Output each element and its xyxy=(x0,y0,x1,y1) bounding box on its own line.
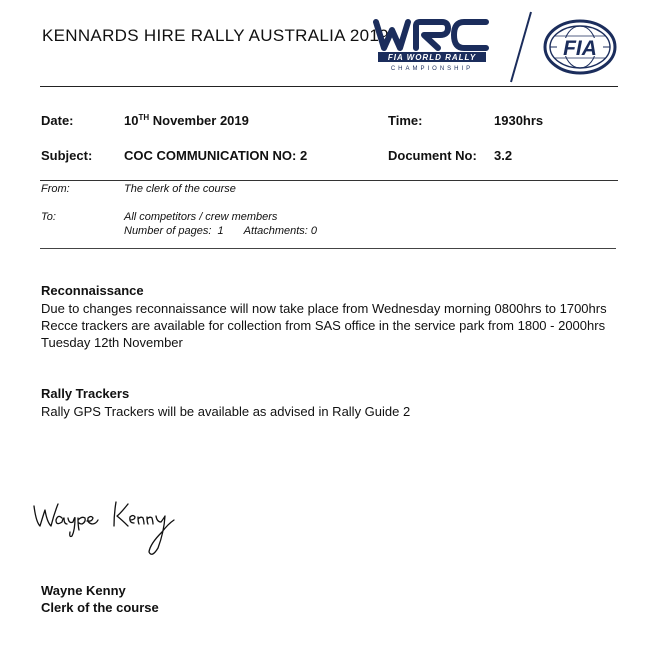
document-number-label: Document No: xyxy=(388,148,477,163)
wrc-logo-w xyxy=(376,22,408,48)
section-title-rally-trackers: Rally Trackers xyxy=(41,386,130,401)
pages-count xyxy=(124,225,317,237)
subject-label: Subject: xyxy=(41,148,93,163)
date-rest: November 2019 xyxy=(149,113,249,128)
section-title-reconnaissance: Reconnaissance xyxy=(41,283,144,298)
document-number-value: 3.2 xyxy=(494,148,513,163)
routing-divider xyxy=(40,248,616,249)
divider-slash xyxy=(508,10,534,84)
wrc-subline: CHAMPIONSHIP xyxy=(390,66,474,72)
wrc-logo-r xyxy=(416,22,448,48)
from-value: The clerk of the course xyxy=(124,183,236,195)
header-rule xyxy=(40,86,618,87)
time-value: 1930hrs xyxy=(494,113,544,128)
attachments-text: Attachments: 0 xyxy=(243,225,318,237)
handwritten-signature xyxy=(32,496,182,568)
signatory-name: Wayne Kenny xyxy=(41,583,126,598)
to-value: All competitors / crew members xyxy=(124,211,278,223)
from-label: From: xyxy=(41,183,70,195)
date-suffix: TH xyxy=(138,113,150,122)
date-label: Date: xyxy=(41,113,74,128)
body-line: Recce trackers are available for collection from SAS office in the service park from 1800 - 2000hrs xyxy=(41,318,606,333)
body-line: Rally GPS Trackers will be available as advised in Rally Guide 2 xyxy=(41,404,411,419)
wrc-logo-c xyxy=(454,22,486,48)
to-label: To: xyxy=(41,211,56,223)
wrc-tagline: FIA WORLD RALLY xyxy=(387,53,477,62)
fia-wordmark: FIA xyxy=(563,37,597,60)
date-value xyxy=(124,113,249,128)
meta-divider xyxy=(40,180,618,181)
wrc-logo xyxy=(372,18,492,72)
body-line: Tuesday 12th November xyxy=(41,335,183,350)
subject-value: COC COMMUNICATION NO: 2 xyxy=(124,148,308,163)
date-day: 10 xyxy=(124,113,139,128)
document-header-title: KENNARDS HIRE RALLY AUSTRALIA 2019 xyxy=(42,26,389,45)
signatory-role: Clerk of the course xyxy=(41,600,159,615)
fia-logo xyxy=(542,18,618,76)
pages-text: Number of pages: 1 xyxy=(124,225,224,237)
time-label: Time: xyxy=(388,113,423,128)
body-line: Due to changes reconnaissance will now take place from Wednesday morning 0800hrs to 1700hrs xyxy=(41,301,607,316)
